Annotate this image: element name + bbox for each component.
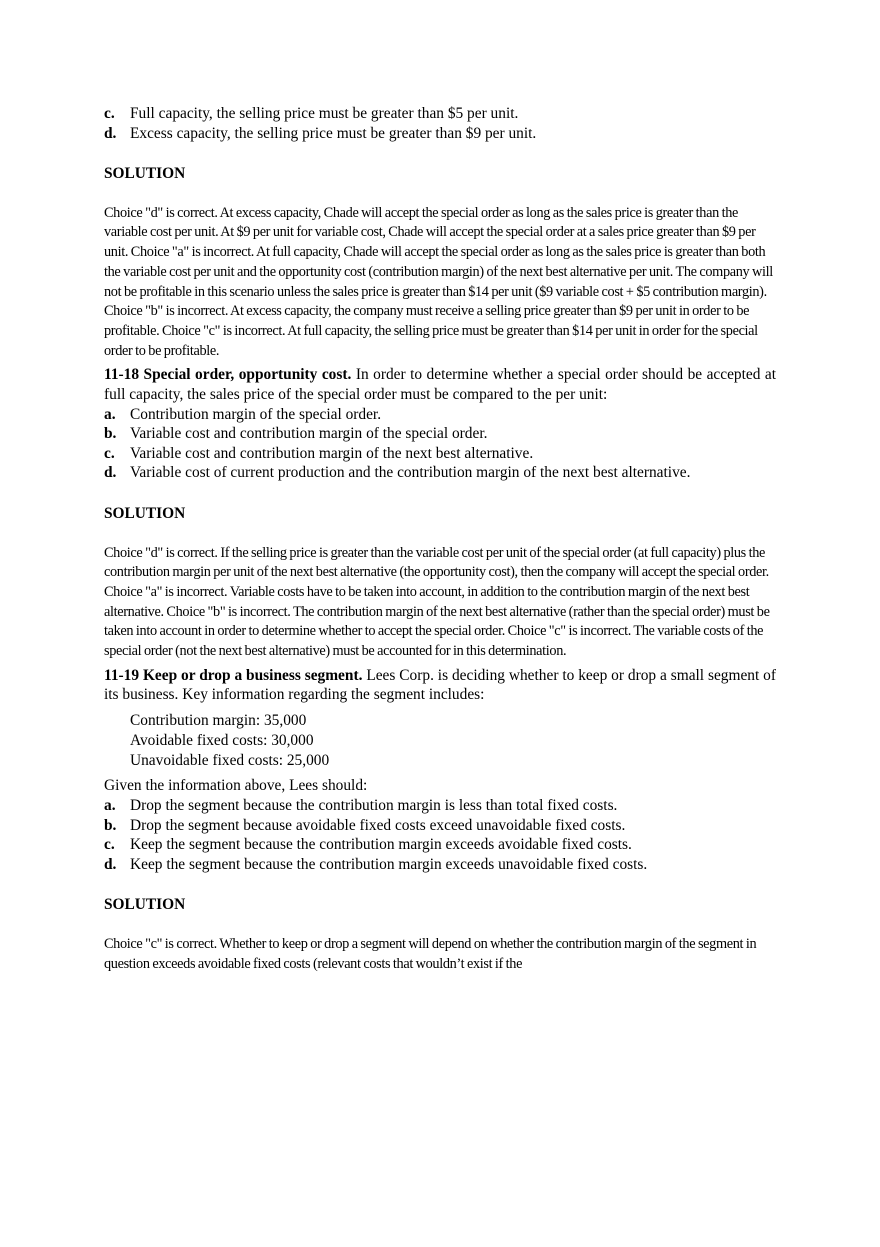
option-d (104, 855, 776, 875)
option-text: Variable cost and contribution margin of the next best alternative. (130, 444, 534, 462)
option-c (104, 835, 776, 855)
option-label: d. (104, 464, 117, 482)
info-item: Contribution margin: 35,000 (130, 711, 307, 729)
option-label: b. (104, 425, 117, 443)
option-text: Contribution margin of the special order. (130, 405, 382, 423)
option-a (104, 405, 776, 425)
segment-info-list (130, 711, 776, 770)
solution-text-2: Choice "d" is correct. If the selling price is greater than the variable cost per unit of the special order (at full capacity) plus the contribution margin per unit of the next best alternative (the opportunity cost), then the company will accept the special order. Choice "a" is incorrect. Variable costs have to be taken into account, in addition to the contribution margin of the next best alternative. Choice "b" is incorrect. The contribution margin of the next best alternative (rather than the special order) must be taken into account in order to determine whether to accept the special order. Choice "c" is incorrect. The variable costs of the special order (not the next best alternative) must be accounted for in this determination. (104, 544, 770, 660)
option-text: Full capacity, the selling price must be greater than $5 per unit. (130, 105, 519, 122)
solution-heading: SOLUTION (104, 504, 186, 522)
option-text: Drop the segment because the contribution margin is less than total fixed costs. (130, 796, 618, 814)
info-item: Avoidable fixed costs: 30,000 (130, 731, 314, 749)
question-heading: 11-18 Special order, opportunity cost. (104, 366, 352, 384)
document-page (104, 104, 776, 974)
option-text: Keep the segment because the contribution margin exceeds unavoidable fixed costs. (130, 855, 648, 873)
option-label: c. (104, 836, 115, 854)
option-text: Drop the segment because avoidable fixed costs exceed unavoidable fixed costs. (130, 816, 626, 834)
question-text: Lees Corp. is deciding whether to keep or drop a small segment of its business. Key information regarding the segment includes: (104, 666, 776, 704)
solution-text-1: Choice "d" is correct. At excess capacity, Chade will accept the special order as long as the sales price is greater than the variable cost per unit. At $9 per unit for variable cost, Chade will accept the special order at a sales price greater than $9 per unit. Choice "a" is incorrect. At full capacity, Chade will accept the special order as long as the sales price is greater than both the variable cost per unit and the opportunity cost (contribution margin) of the next best alternative per unit. The company will not be profitable in this scenario unless the sales price is greater than $14 per unit ($9 variable cost + $5 contribution margin). Choice "b" is incorrect. At excess capacity, the company must receive a selling price greater than $9 per unit in order to be profitable. Choice "c" is incorrect. At full capacity, the selling price must be greater than $14 per unit in order for the special order to be profitable. (104, 204, 773, 359)
question-heading: 11-19 Keep or drop a business segment. (104, 666, 363, 684)
option-list-prev-question (104, 104, 776, 143)
solution-text-3: Choice "c" is correct. Whether to keep or drop a segment will depend on whether the contribution margin of the segment in question exceeds avoidable fixed costs (relevant costs that wouldn’t exist if the (104, 935, 757, 972)
option-text: Variable cost and contribution margin of the special order. (130, 425, 488, 443)
solution-heading: SOLUTION (104, 896, 186, 914)
solution-heading: SOLUTION (104, 165, 186, 183)
option-d (104, 463, 776, 483)
option-text: Variable cost of current production and the contribution margin of the next best alternative. (130, 464, 691, 482)
option-text: Excess capacity, the selling price must be greater than $9 per unit. (130, 124, 537, 142)
option-label: d. (104, 124, 117, 142)
question-11-18 (104, 365, 776, 404)
option-label: c. (104, 105, 115, 122)
question-text: In order to determine whether a special order should be accepted at full capacity, the sales price of the special order must be compared to the per unit: (104, 366, 776, 403)
option-b (104, 816, 776, 836)
option-label: d. (104, 855, 117, 873)
question-prompt: Given the information above, Lees should: (104, 777, 368, 795)
option-text: Keep the segment because the contribution margin exceeds avoidable fixed costs. (130, 836, 632, 854)
option-label: a. (104, 796, 116, 814)
option-label: c. (104, 444, 115, 462)
option-list-11-19 (104, 796, 776, 874)
option-c (104, 444, 776, 464)
option-a (104, 796, 776, 816)
question-11-19 (104, 666, 776, 705)
option-label: b. (104, 816, 117, 834)
option-c (104, 104, 776, 124)
info-item: Unavoidable fixed costs: 25,000 (130, 751, 330, 769)
option-d (104, 124, 776, 144)
option-list-11-18 (104, 405, 776, 483)
option-b (104, 424, 776, 444)
option-label: a. (104, 405, 116, 423)
